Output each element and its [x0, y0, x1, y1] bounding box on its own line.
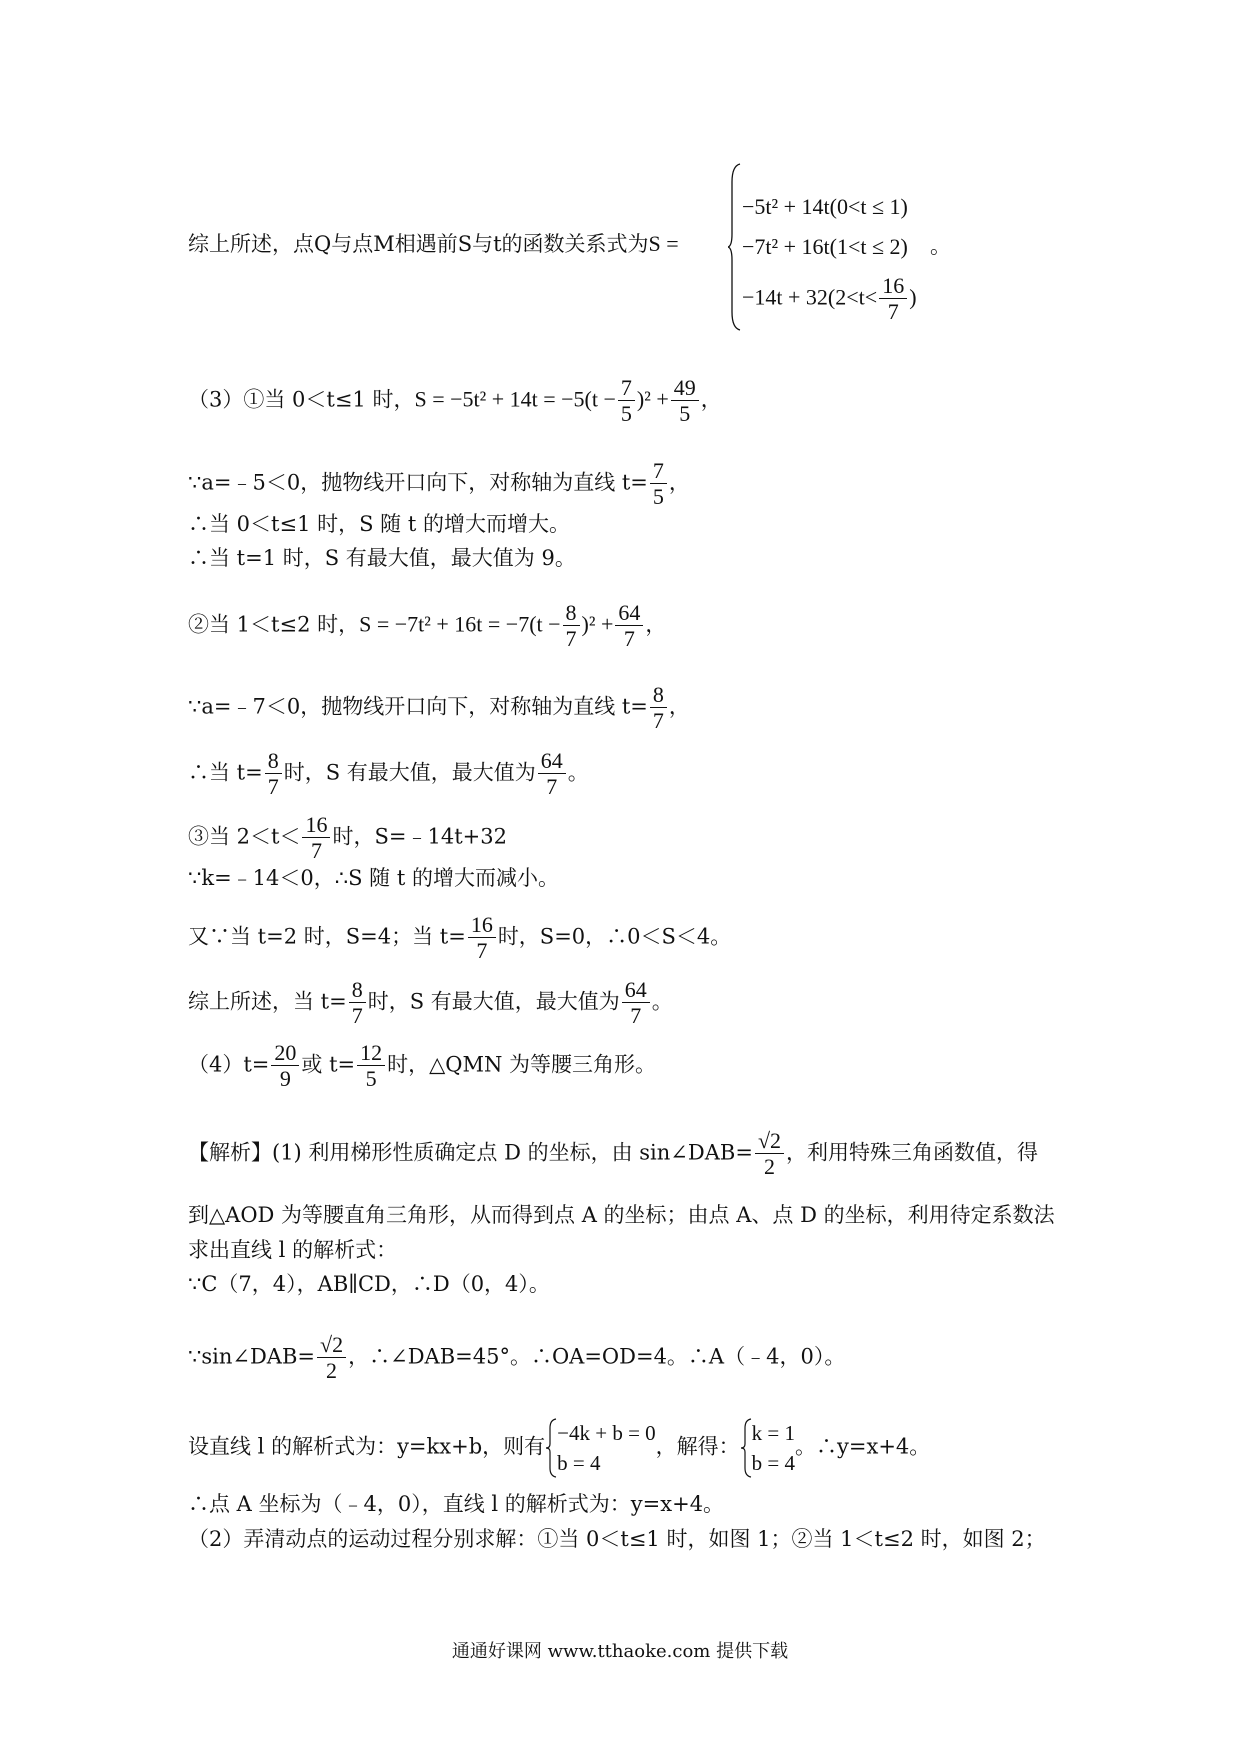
part3-f2-num: 49 — [671, 375, 699, 401]
b1-f1-den: 7 — [565, 626, 577, 652]
c3-line — [188, 912, 731, 964]
b3-den2: 7 — [546, 774, 558, 800]
case3-den: 7 — [887, 299, 899, 325]
c1-num: 16 — [302, 812, 330, 838]
b3-fraction-2 — [538, 748, 566, 800]
a2-line: ∴当 0＜t≤1 时，S 随 t 的增大而增大。 — [188, 512, 570, 536]
part3-pre: （3）①当 0＜t≤1 时， — [188, 387, 415, 412]
b2-end: ， — [668, 694, 690, 719]
case3-fraction — [879, 273, 907, 325]
an5-num: √2 — [317, 1332, 346, 1358]
left-brace-icon — [545, 1418, 557, 1478]
page-footer: 通通好课网 www.tthaoke.com 提供下载 — [451, 1641, 789, 1662]
b2-pre: ∵a=﹣7＜0，抛物线开口向下，对称轴为直线 t= — [188, 694, 648, 719]
b1-end: ， — [645, 612, 667, 637]
c2-line: ∵k=﹣14＜0，∴S 随 t 的增大而减小。 — [188, 866, 559, 890]
case3-post: ) — [909, 284, 917, 310]
b1-line — [188, 600, 666, 652]
p4-line — [188, 1040, 656, 1092]
part3-eq: S = −5t² + 14t = −5(t − — [414, 386, 616, 412]
p4-num2: 12 — [357, 1040, 385, 1066]
system-1 — [557, 1418, 656, 1478]
analysis-line-3: 求出直线 l 的解析式： — [188, 1238, 398, 1262]
a1-num: 7 — [650, 458, 667, 484]
p4-pre: （4）t= — [188, 1052, 270, 1077]
part3-post1: )² + — [636, 386, 669, 412]
b3-den: 7 — [267, 774, 279, 800]
c1-pre: ③当 2＜t＜ — [188, 824, 301, 849]
analysis-line-5 — [188, 1332, 845, 1384]
c1-post: 时，S=﹣14t+32 — [332, 824, 507, 849]
system-2-eq-1: k = 1 — [751, 1421, 796, 1445]
an-fraction — [755, 1128, 784, 1180]
piecewise-case-2: −7t² + 16t(1<t ≤ 2) — [742, 234, 908, 259]
system-2 — [752, 1418, 795, 1478]
b1-fraction-2 — [615, 600, 643, 652]
b1-fraction-1 — [563, 600, 580, 652]
d1-num: 8 — [349, 977, 366, 1003]
left-brace-icon — [740, 1418, 752, 1478]
part3-fraction-1 — [618, 375, 635, 427]
c3-den: 7 — [476, 938, 488, 964]
an6-pre: 设直线 l 的解析式为：y=kx+b，则有 — [188, 1434, 546, 1459]
an5-post: ，∴∠DAB=45°。∴OA=OD=4。∴A（﹣4，0）。 — [348, 1344, 846, 1369]
b1-f1-num: 8 — [563, 600, 580, 626]
analysis-line-1 — [188, 1128, 1038, 1180]
system-2-eq-2: b = 4 — [751, 1451, 796, 1475]
b3-mid: 时，S 有最大值，最大值为 — [283, 760, 536, 785]
part3-f2-den: 5 — [679, 401, 691, 427]
a1-fraction — [650, 458, 667, 510]
b3-line — [188, 748, 589, 800]
part3-end: ， — [700, 387, 722, 412]
system-1-eq-2: b = 4 — [557, 1451, 601, 1475]
b2-den: 7 — [652, 708, 664, 734]
an-pre: 【解析】(1) 利用梯形性质确定点 D 的坐标，由 sin∠DAB= — [188, 1140, 753, 1165]
b1-pre: ②当 1＜t≤2 时， — [188, 612, 360, 637]
b2-line — [188, 682, 690, 734]
analysis-line-7: ∴点 A 坐标为（﹣4，0），直线 l 的解析式为：y=x+4。 — [188, 1492, 725, 1516]
an-den: 2 — [763, 1154, 775, 1180]
p4-den2: 5 — [365, 1066, 377, 1092]
d1-fraction-1 — [349, 977, 366, 1029]
b3-fraction-1 — [265, 748, 282, 800]
b3-end: 。 — [567, 760, 589, 785]
c3-post: 时，S=0，∴0＜S＜4。 — [497, 924, 732, 949]
c3-fraction — [468, 912, 496, 964]
an6-post: 。∴y=x+4。 — [795, 1434, 931, 1459]
p4-mid: 或 t= — [301, 1052, 356, 1077]
d1-den2: 7 — [630, 1003, 642, 1029]
b2-num: 8 — [650, 682, 667, 708]
piecewise-end: 。 — [930, 234, 951, 258]
analysis-line-6 — [188, 1418, 930, 1478]
summary-text: 综上所述，点Q与点M相遇前S与t的函数关系式为 — [188, 232, 649, 256]
p4-post: 时，△QMN 为等腰三角形。 — [387, 1052, 657, 1077]
left-brace-icon — [728, 162, 742, 332]
p4-den1: 9 — [279, 1066, 291, 1092]
b3-pre: ∴当 t= — [188, 760, 263, 785]
case3-num: 16 — [879, 273, 907, 299]
analysis-line-4: ∵C（7，4），AB∥CD，∴D（0，4）。 — [188, 1272, 550, 1296]
a1-pre: ∵a=﹣5＜0，抛物线开口向下，对称轴为直线 t= — [188, 470, 648, 495]
system-1-eq-1: −4k + b = 0 — [557, 1421, 656, 1445]
an5-den: 2 — [326, 1358, 338, 1384]
a1-den: 5 — [652, 484, 664, 510]
d1-line — [188, 977, 673, 1029]
an-post: ，利用特殊三角函数值，得 — [786, 1140, 1039, 1165]
case3-pre: −14t + 32(2<t< — [742, 284, 878, 310]
part3-line — [188, 375, 722, 427]
p4-fraction-1 — [271, 1040, 299, 1092]
c1-line — [188, 812, 507, 864]
d1-pre: 综上所述，当 t= — [188, 989, 347, 1014]
analysis-line-8: （2）弄清动点的运动过程分别求解：①当 0＜t≤1 时，如图 1；②当 1＜t≤2 时，如图 2； — [188, 1527, 1046, 1551]
analysis-line-2: 到△AOD 为等腰直角三角形，从而得到点 A 的坐标；由点 A、点 D 的坐标，利用待定系数法 — [188, 1203, 1055, 1227]
b1-f2-num: 64 — [615, 600, 643, 626]
p4-fraction-2 — [357, 1040, 385, 1092]
a3-line: ∴当 t=1 时，S 有最大值，最大值为 9。 — [188, 546, 576, 570]
a1-end: ， — [668, 470, 690, 495]
piecewise-case-1: −5t² + 14t(0<t ≤ 1) — [742, 194, 908, 219]
p4-num1: 20 — [271, 1040, 299, 1066]
b3-num2: 64 — [538, 748, 566, 774]
part3-f1-den: 5 — [620, 401, 632, 427]
an5-pre: ∵sin∠DAB= — [188, 1344, 316, 1369]
c1-fraction — [302, 812, 330, 864]
an5-fraction — [317, 1332, 346, 1384]
an-num: √2 — [755, 1128, 784, 1154]
b2-fraction — [650, 682, 667, 734]
c3-num: 16 — [468, 912, 496, 938]
c3-pre: 又∵当 t=2 时，S=4；当 t= — [188, 924, 466, 949]
d1-end: 。 — [651, 989, 673, 1014]
c1-den: 7 — [310, 838, 322, 864]
an6-mid: ，解得： — [655, 1434, 740, 1459]
d1-num2: 64 — [622, 977, 650, 1003]
b1-post: )² + — [581, 611, 614, 637]
piecewise-lhs: S = — [648, 231, 679, 256]
piecewise-case-3 — [742, 273, 917, 325]
part3-f1-num: 7 — [618, 375, 635, 401]
d1-den: 7 — [351, 1003, 363, 1029]
part3-fraction-2 — [671, 375, 699, 427]
b1-eq: S = −7t² + 16t = −7(t − — [359, 611, 561, 637]
summary-line — [188, 233, 679, 255]
b3-num: 8 — [265, 748, 282, 774]
b1-f2-den: 7 — [623, 626, 635, 652]
d1-fraction-2 — [622, 977, 650, 1029]
d1-mid: 时，S 有最大值，最大值为 — [367, 989, 620, 1014]
a1-line — [188, 458, 690, 510]
